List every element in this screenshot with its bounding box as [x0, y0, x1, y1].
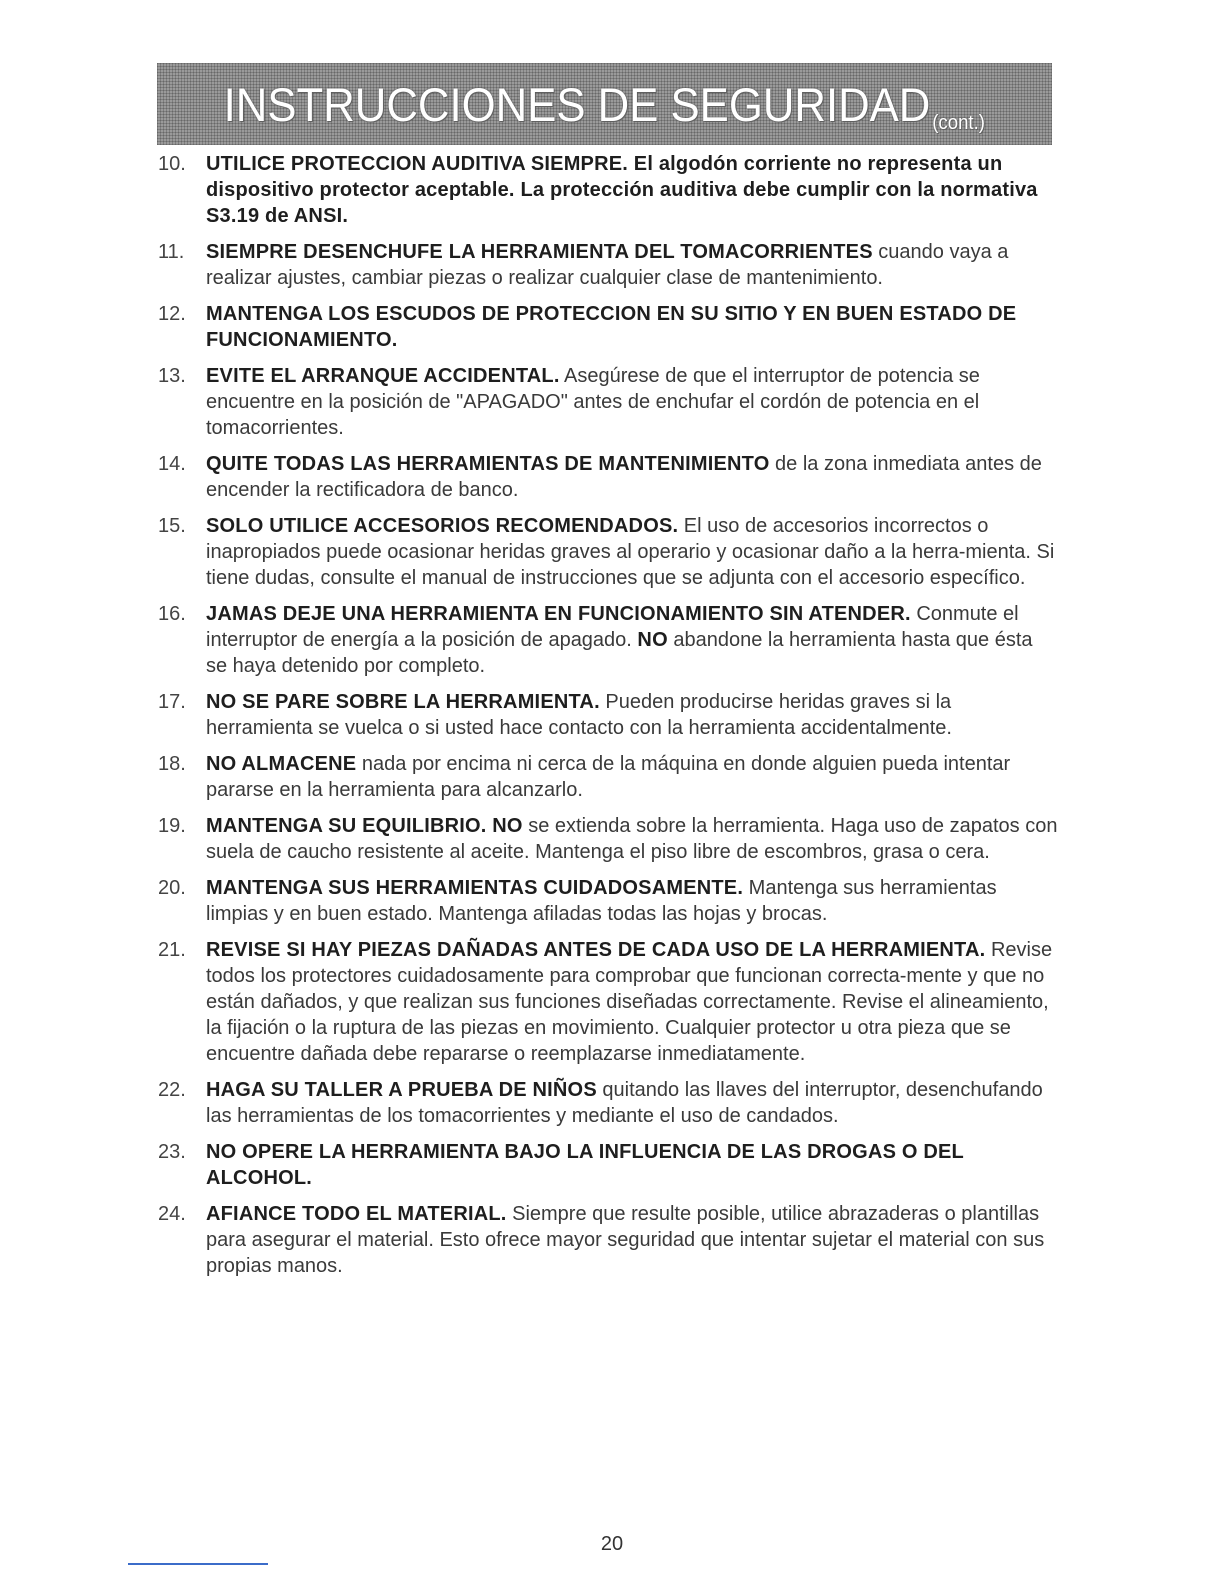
list-item — [158, 363, 1058, 441]
item-lead-secondary: NO — [637, 629, 668, 651]
page-number: 20 — [600, 1533, 624, 1555]
item-number: 19. — [158, 815, 186, 837]
item-number: 15. — [158, 515, 186, 537]
item-number: 22. — [158, 1079, 186, 1101]
item-text: Siempre que resulte posible, utilice abrazaderas o plantillas para asegurar el material. Esto ofrece mayor seguridad que intentar sujetar el material con sus propias manos. — [206, 1203, 1045, 1277]
item-text: Asegúrese de que el interruptor de potencia se encuentre en la posición de "APAGADO" antes de enchufar el cordón de potencia en el tomacorrientes. — [206, 365, 980, 439]
item-lead: HAGA SU TALLER A PRUEBA DE NIÑOS — [206, 1079, 597, 1101]
item-lead: NO SE PARE SOBRE LA HERRAMIENTA. — [206, 691, 600, 713]
item-lead: QUITE TODAS LAS HERRAMIENTAS DE MANTENIMIENTO — [206, 453, 770, 475]
item-lead: UTILICE PROTECCION AUDITIVA SIEMPRE. El algodón corriente no representa un dispositivo protector aceptable. La protección auditiva debe cumplir con la normativa S3.19 de ANSI. — [206, 153, 1038, 227]
list-item — [158, 875, 1058, 927]
item-number: 23. — [158, 1141, 186, 1163]
list-item — [158, 239, 1058, 291]
safety-instructions-list — [158, 151, 1058, 1289]
item-lead: MANTENGA LOS ESCUDOS DE PROTECCION EN SU SITIO Y EN BUEN ESTADO DE FUNCIONAMIENTO. — [206, 303, 1017, 351]
item-number: 18. — [158, 753, 186, 775]
item-text-secondary: abandone la herramienta hasta que ésta se haya detenido por completo. — [206, 629, 1033, 677]
section-title-suffix: (cont.) — [932, 111, 986, 134]
item-text: se extienda sobre la herramienta. Haga uso de zapatos con suela de caucho resistente al aceite. Mantenga el piso libre de escombros, grasa o cera. — [206, 815, 1058, 863]
item-number: 24. — [158, 1203, 186, 1225]
list-item — [158, 601, 1058, 679]
item-text: nada por encima ni cerca de la máquina en donde alguien pueda intentar pararse en la herramienta para alcanzarlo. — [206, 753, 1011, 801]
section-header-banner — [157, 63, 1052, 145]
section-title — [224, 77, 985, 132]
item-text: Revise todos los protectores cuidadosamente para comprobar que funcionan correcta-mente y que no están dañados, y que realizan sus funciones diseñadas correctamente. Revise el alineamiento, la fijación o la ruptura de las piezas en movimiento. Cualquier protector u otra pieza que se encuentre dañada debe repararse o reemplazarse inmediatamente. — [206, 939, 1053, 1065]
item-number: 13. — [158, 365, 186, 387]
list-item — [158, 751, 1058, 803]
item-number: 16. — [158, 603, 186, 625]
item-lead: NO ALMACENE — [206, 753, 357, 775]
item-number: 17. — [158, 691, 186, 713]
item-text: Mantenga sus herramientas limpias y en buen estado. Mantenga afiladas todas las hojas y brocas. — [206, 877, 997, 925]
item-text: Conmute el interruptor de energía a la posición de apagado. — [206, 603, 1019, 651]
item-text: Pueden producirse heridas graves si la herramienta se vuelca o si usted hace contacto con la herramienta accidentalmente. — [206, 691, 952, 739]
item-number: 20. — [158, 877, 186, 899]
item-number: 21. — [158, 939, 186, 961]
item-lead: SOLO UTILICE ACCESORIOS RECOMENDADOS. — [206, 515, 679, 537]
list-item — [158, 301, 1058, 353]
item-text: El uso de accesorios incorrectos o inapropiados puede ocasionar heridas graves al operario y ocasionar daño a la herra-mienta. Si tiene dudas, consulte el manual de instrucciones que se adjunta con el accesorio específico. — [206, 515, 1055, 589]
item-text: quitando las llaves del interruptor, desenchufando las herramientas de los tomacorrientes y mediante el uso de candados. — [206, 1079, 1043, 1127]
item-lead: AFIANCE TODO EL MATERIAL. — [206, 1203, 507, 1225]
item-number: 14. — [158, 453, 186, 475]
item-lead: JAMAS DEJE UNA HERRAMIENTA EN FUNCIONAMIENTO SIN ATENDER. — [206, 603, 911, 625]
footer-rule — [128, 1563, 268, 1565]
item-lead: EVITE EL ARRANQUE ACCIDENTAL. — [206, 365, 560, 387]
item-lead: SIEMPRE DESENCHUFE LA HERRAMIENTA DEL TOMACORRIENTES — [206, 241, 873, 263]
item-lead: NO OPERE LA HERRAMIENTA BAJO LA INFLUENCIA DE LAS DROGAS O DEL ALCOHOL. — [206, 1141, 964, 1189]
item-number: 11. — [158, 241, 185, 263]
item-lead: MANTENGA SUS HERRAMIENTAS CUIDADOSAMENTE. — [206, 877, 744, 899]
list-item — [158, 813, 1058, 865]
item-number: 12. — [158, 303, 186, 325]
item-lead: REVISE SI HAY PIEZAS DAÑADAS ANTES DE CADA USO DE LA HERRAMIENTA. — [206, 939, 986, 961]
list-item — [158, 1077, 1058, 1129]
list-item — [158, 513, 1058, 591]
list-item — [158, 151, 1058, 229]
item-number: 10. — [158, 153, 186, 175]
item-text: cuando vaya a realizar ajustes, cambiar piezas o realizar cualquier clase de mantenimiento. — [206, 241, 1009, 289]
list-item — [158, 451, 1058, 503]
item-lead: MANTENGA SU EQUILIBRIO. NO — [206, 815, 523, 837]
item-text: de la zona inmediata antes de encender la rectificadora de banco. — [206, 453, 1042, 501]
section-title-text: INSTRUCCIONES DE SEGURIDAD — [223, 77, 931, 131]
list-item — [158, 1201, 1058, 1279]
list-item — [158, 1139, 1058, 1191]
list-item — [158, 689, 1058, 741]
list-item — [158, 937, 1058, 1067]
